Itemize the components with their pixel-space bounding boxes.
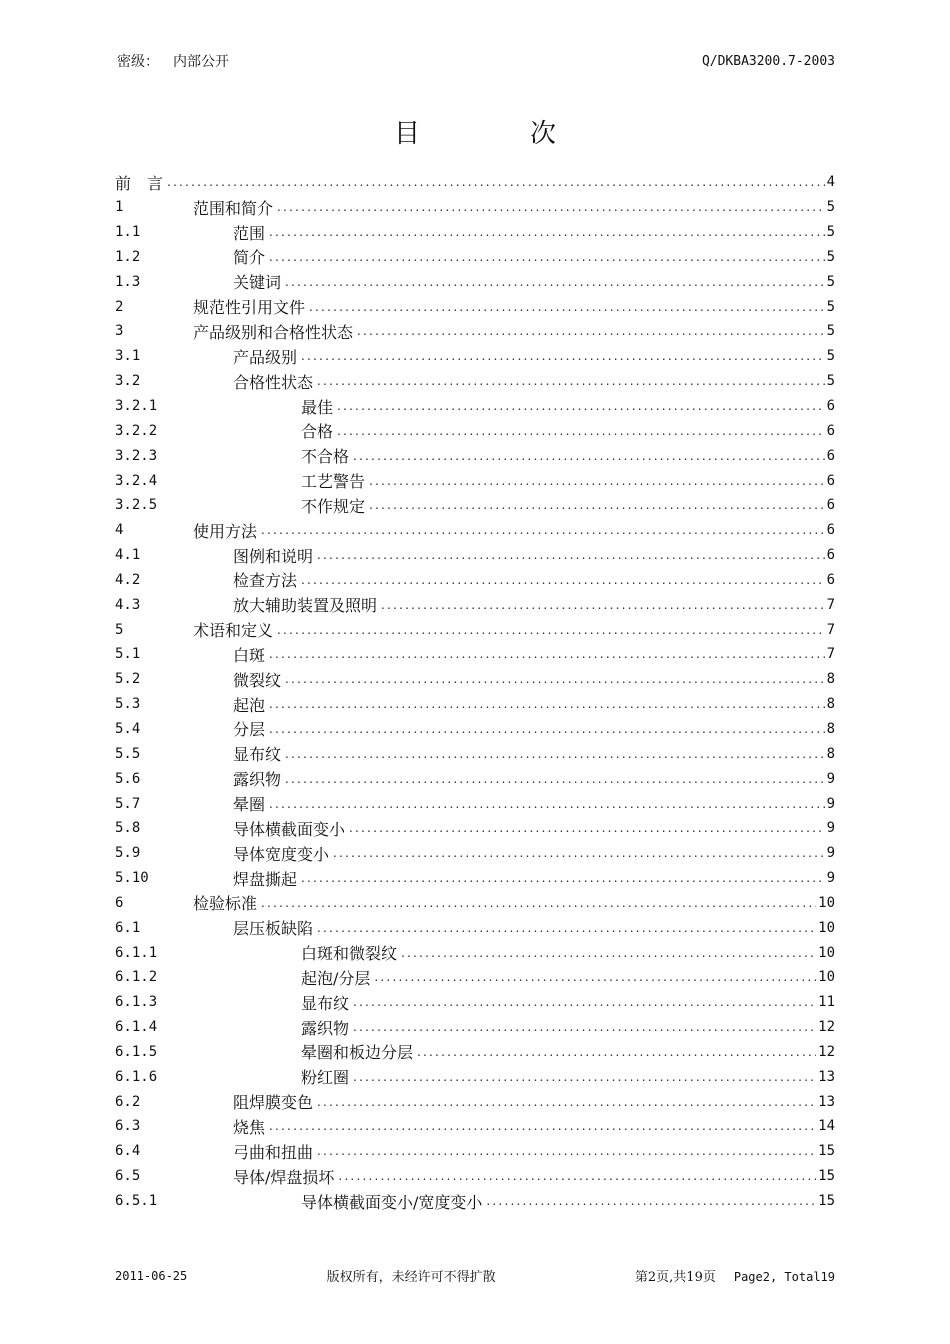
toc-entry-title: 图例和说明 [233, 546, 314, 566]
toc-entry[interactable] [115, 592, 835, 617]
toc-leader-dots [317, 921, 816, 935]
toc-entry-page: 6 [826, 447, 835, 464]
toc-entry-title: 不合格 [301, 447, 350, 467]
toc-entry-number: 6.4 [115, 1143, 141, 1160]
toc-entry-page: 12 [818, 1019, 835, 1036]
toc-entry-page: 9 [826, 845, 835, 862]
toc-entry[interactable] [115, 642, 835, 667]
toc-leader-dots [285, 672, 825, 686]
toc-leader-dots [269, 1119, 816, 1133]
footer-page-en: Page2, Total19 [733, 1270, 835, 1284]
toc-leader-dots [337, 424, 825, 438]
toc-entry-title: 起泡/分层 [301, 968, 371, 988]
toc-leader-dots [269, 225, 825, 239]
toc-entry-number: 6.3 [115, 1118, 141, 1135]
toc-entry-number: 3.1 [115, 348, 141, 365]
toc-entry-number: 6.1.5 [115, 1043, 158, 1060]
toc-entry-title: 晕圈和板边分层 [301, 1043, 414, 1063]
toc-entry-number: 4 [115, 522, 124, 539]
toc-entry-page: 5 [826, 199, 835, 216]
security-value: 内部公开 [173, 54, 229, 70]
toc-entry-title: 规范性引用文件 [193, 298, 306, 318]
toc-entry[interactable] [115, 940, 835, 965]
toc-entry-page: 6 [826, 522, 835, 539]
toc-leader-dots [353, 995, 816, 1009]
toc-leader-dots [301, 871, 825, 885]
toc-entry[interactable] [115, 617, 835, 642]
security-level [117, 52, 229, 72]
toc-entry-page: 9 [826, 770, 835, 787]
toc-leader-dots [317, 548, 825, 562]
toc-entry[interactable] [115, 319, 835, 344]
toc-entry-page: 9 [826, 820, 835, 837]
toc-entry-number: 1.3 [115, 273, 141, 290]
toc-entry-page: 6 [826, 422, 835, 439]
toc-entry-title: 工艺警告 [301, 472, 366, 492]
toc-entry-title: 显布纹 [301, 993, 350, 1013]
toc-entry-number: 4.3 [115, 596, 141, 613]
toc-leader-dots [353, 449, 825, 463]
toc-entry-page: 5 [826, 248, 835, 265]
toc-entry-page: 6 [826, 497, 835, 514]
toc-entry[interactable] [115, 1064, 835, 1089]
toc-entry[interactable] [115, 717, 835, 742]
toc-entry-page: 5 [826, 373, 835, 390]
toc-leader-dots [333, 846, 825, 860]
toc-entry-title: 产品级别和合格性状态 [193, 322, 354, 342]
toc-entry-page: 6 [826, 472, 835, 489]
toc-entry-title: 合格 [301, 422, 334, 442]
toc-leader-dots [486, 1194, 816, 1208]
toc-leader-dots [269, 797, 825, 811]
toc-leader-dots [417, 1045, 816, 1059]
toc-entry-number: 6.1.3 [115, 994, 158, 1011]
table-of-contents [115, 170, 835, 1213]
toc-entry[interactable] [115, 816, 835, 841]
toc-entry-title: 粉红圈 [301, 1068, 350, 1088]
toc-entry-title: 前 言 [115, 173, 164, 193]
toc-entry-title: 烧焦 [233, 1117, 266, 1137]
toc-entry-number: 3.2 [115, 373, 141, 390]
toc-entry[interactable] [115, 915, 835, 940]
toc-leader-dots [269, 722, 825, 736]
toc-leader-dots [353, 1020, 816, 1034]
toc-leader-dots [269, 697, 825, 711]
toc-entry-page: 10 [818, 894, 835, 911]
toc-leader-dots [401, 946, 816, 960]
toc-leader-dots [309, 300, 825, 314]
toc-entry-number: 6.1.6 [115, 1068, 158, 1085]
toc-entry-page: 7 [826, 621, 835, 638]
toc-entry-page: 5 [826, 224, 835, 241]
toc-entry[interactable] [115, 1040, 835, 1065]
footer-page-cn: 第2页,共19页 [634, 1270, 716, 1285]
toc-leader-dots [317, 1095, 816, 1109]
toc-entry-title: 产品级别 [233, 347, 298, 367]
toc-entry-title: 关键词 [233, 273, 282, 293]
toc-entry-title: 最佳 [301, 397, 334, 417]
toc-title [0, 114, 950, 154]
toc-entry[interactable] [115, 220, 835, 245]
toc-leader-dots [337, 399, 825, 413]
toc-entry-page: 4 [826, 174, 835, 191]
toc-entry[interactable] [115, 344, 835, 369]
toc-entry-number: 5.9 [115, 845, 141, 862]
toc-entry-number: 6.1.4 [115, 1019, 158, 1036]
toc-leader-dots [317, 1144, 816, 1158]
toc-entry[interactable] [115, 667, 835, 692]
toc-entry[interactable] [115, 568, 835, 593]
toc-entry-title: 导体横截面变小 [233, 819, 346, 839]
toc-leader-dots [301, 349, 825, 363]
toc-entry-page: 7 [826, 596, 835, 613]
toc-leader-dots [369, 498, 825, 512]
toc-entry-title: 阻焊膜变色 [233, 1093, 314, 1113]
toc-entry-page: 5 [826, 273, 835, 290]
toc-entry-page: 9 [826, 870, 835, 887]
toc-entry-number: 1.1 [115, 224, 141, 241]
toc-leader-dots [269, 250, 825, 264]
toc-leader-dots [261, 896, 816, 910]
toc-entry-title: 显布纹 [233, 745, 282, 765]
toc-entry-title: 晕圈 [233, 795, 266, 815]
toc-entry[interactable] [115, 543, 835, 568]
toc-entry[interactable] [115, 1139, 835, 1164]
page-header [117, 52, 835, 72]
toc-entry-page: 6 [826, 547, 835, 564]
toc-leader-dots [369, 474, 825, 488]
toc-entry-title: 范围和简介 [193, 198, 274, 218]
toc-entry[interactable] [115, 170, 835, 195]
toc-entry-page: 10 [818, 969, 835, 986]
toc-entry[interactable] [115, 369, 835, 394]
toc-entry-number: 6.2 [115, 1093, 141, 1110]
toc-leader-dots [269, 647, 825, 661]
toc-entry-number: 6.5.1 [115, 1193, 158, 1210]
toc-entry[interactable] [115, 269, 835, 294]
toc-entry-page: 5 [826, 348, 835, 365]
toc-entry-title: 检验标准 [193, 894, 258, 914]
toc-entry[interactable] [115, 418, 835, 443]
toc-entry[interactable] [115, 1015, 835, 1040]
toc-entry-title: 放大辅助装置及照明 [233, 596, 378, 616]
toc-leader-dots [374, 970, 816, 984]
toc-entry-number: 4.1 [115, 547, 141, 564]
toc-entry-title: 分层 [233, 720, 266, 740]
page-footer [115, 1266, 835, 1285]
toc-entry-number: 4.2 [115, 571, 141, 588]
toc-entry[interactable] [115, 890, 835, 915]
toc-entry-title: 导体/焊盘损坏 [233, 1167, 335, 1187]
toc-entry-number: 6.1 [115, 919, 141, 936]
toc-entry-page: 5 [826, 323, 835, 340]
toc-entry-title: 检查方法 [233, 571, 298, 591]
toc-entry-title: 白斑和微裂纹 [301, 944, 398, 964]
toc-entry-number: 5.3 [115, 696, 141, 713]
toc-entry-number: 5.8 [115, 820, 141, 837]
toc-entry-title: 导体宽度变小 [233, 844, 330, 864]
toc-entry[interactable] [115, 965, 835, 990]
toc-entry-number: 5.5 [115, 745, 141, 762]
toc-entry-number: 5.6 [115, 770, 141, 787]
footer-page-info [635, 1266, 835, 1285]
toc-entry-page: 12 [818, 1043, 835, 1060]
toc-entry-page: 8 [826, 671, 835, 688]
toc-entry-title: 使用方法 [193, 521, 258, 541]
toc-title-char-2: 次 [530, 119, 557, 149]
toc-entry-number: 5 [115, 621, 124, 638]
toc-entry-number: 6 [115, 894, 124, 911]
toc-entry-number: 1.2 [115, 248, 141, 265]
toc-leader-dots [285, 275, 825, 289]
toc-entry[interactable] [115, 791, 835, 816]
toc-entry[interactable] [115, 294, 835, 319]
toc-leader-dots [277, 623, 825, 637]
toc-entry[interactable] [115, 990, 835, 1015]
toc-entry-number: 1 [115, 199, 124, 216]
toc-entry-number: 3.2.5 [115, 497, 158, 514]
toc-entry-number: 3.2.1 [115, 398, 158, 415]
toc-entry[interactable] [115, 692, 835, 717]
toc-entry-number: 3.2.2 [115, 422, 158, 439]
toc-leader-dots [301, 573, 825, 587]
toc-entry-page: 14 [818, 1118, 835, 1135]
toc-entry-number: 6.5 [115, 1168, 141, 1185]
document-code: Q/DKBA3200.7-2003 [701, 54, 835, 69]
toc-title-char-1: 目 [393, 119, 420, 149]
toc-entry-page: 10 [818, 919, 835, 936]
toc-entry[interactable] [115, 841, 835, 866]
toc-entry-page: 15 [818, 1168, 835, 1185]
toc-entry-page: 6 [826, 398, 835, 415]
toc-entry-title: 简介 [233, 248, 266, 268]
toc-leader-dots [285, 747, 825, 761]
toc-leader-dots [317, 374, 825, 388]
toc-entry[interactable] [115, 1164, 835, 1189]
toc-entry-page: 13 [818, 1093, 835, 1110]
toc-leader-dots [167, 175, 825, 189]
toc-entry-title: 白斑 [233, 645, 266, 665]
toc-entry-page: 8 [826, 696, 835, 713]
toc-entry-number: 5.10 [115, 870, 149, 887]
toc-leader-dots [338, 1169, 816, 1183]
footer-copyright: 版权所有，未经许可不得扩散 [326, 1270, 496, 1285]
toc-entry-number: 6.1.1 [115, 944, 158, 961]
toc-entry-title: 起泡 [233, 695, 266, 715]
toc-leader-dots [353, 1070, 816, 1084]
toc-entry[interactable] [115, 1114, 835, 1139]
toc-entry-number: 5.7 [115, 795, 141, 812]
footer-date: 2011-06-25 [115, 1268, 188, 1283]
toc-entry-page: 6 [826, 571, 835, 588]
toc-entry-page: 7 [826, 646, 835, 663]
toc-entry-title: 不作规定 [301, 496, 366, 516]
toc-entry[interactable] [115, 195, 835, 220]
toc-leader-dots [349, 821, 825, 835]
toc-entry[interactable] [115, 443, 835, 468]
toc-entry[interactable] [115, 493, 835, 518]
toc-entry[interactable] [115, 866, 835, 891]
toc-entry[interactable] [115, 741, 835, 766]
toc-entry-title: 焊盘撕起 [233, 869, 298, 889]
toc-entry[interactable] [115, 1189, 835, 1214]
toc-entry-page: 15 [818, 1193, 835, 1210]
toc-entry-page: 8 [826, 745, 835, 762]
toc-entry-number: 5.4 [115, 720, 141, 737]
toc-entry[interactable] [115, 468, 835, 493]
toc-entry-title: 层压板缺陷 [233, 919, 314, 939]
toc-entry-page: 8 [826, 720, 835, 737]
toc-entry-title: 弓曲和扭曲 [233, 1142, 314, 1162]
toc-entry-title: 导体横截面变小/宽度变小 [301, 1192, 483, 1212]
toc-entry-title: 露织物 [233, 770, 282, 790]
toc-entry[interactable] [115, 394, 835, 419]
toc-entry-number: 3 [115, 323, 124, 340]
toc-entry-page: 5 [826, 298, 835, 315]
toc-entry-page: 13 [818, 1068, 835, 1085]
security-label: 密级： [117, 54, 159, 70]
toc-entry-title: 合格性状态 [233, 372, 314, 392]
toc-entry-title: 微裂纹 [233, 670, 282, 690]
toc-entry-number: 5.1 [115, 646, 141, 663]
toc-leader-dots [357, 324, 825, 338]
toc-entry-number: 6.1.2 [115, 969, 158, 986]
toc-leader-dots [381, 598, 825, 612]
toc-leader-dots [261, 523, 825, 537]
toc-entry[interactable] [115, 518, 835, 543]
toc-entry-page: 9 [826, 795, 835, 812]
toc-entry[interactable] [115, 245, 835, 270]
toc-entry[interactable] [115, 766, 835, 791]
toc-entry[interactable] [115, 1089, 835, 1114]
toc-entry-number: 2 [115, 298, 124, 315]
toc-entry-title: 术语和定义 [193, 621, 274, 641]
toc-entry-page: 10 [818, 944, 835, 961]
toc-entry-page: 15 [818, 1143, 835, 1160]
toc-entry-number: 5.2 [115, 671, 141, 688]
toc-entry-page: 11 [818, 994, 835, 1011]
toc-entry-title: 露织物 [301, 1018, 350, 1038]
toc-leader-dots [285, 772, 825, 786]
toc-entry-number: 3.2.4 [115, 472, 158, 489]
toc-leader-dots [277, 200, 825, 214]
toc-entry-title: 范围 [233, 223, 266, 243]
toc-entry-number: 3.2.3 [115, 447, 158, 464]
